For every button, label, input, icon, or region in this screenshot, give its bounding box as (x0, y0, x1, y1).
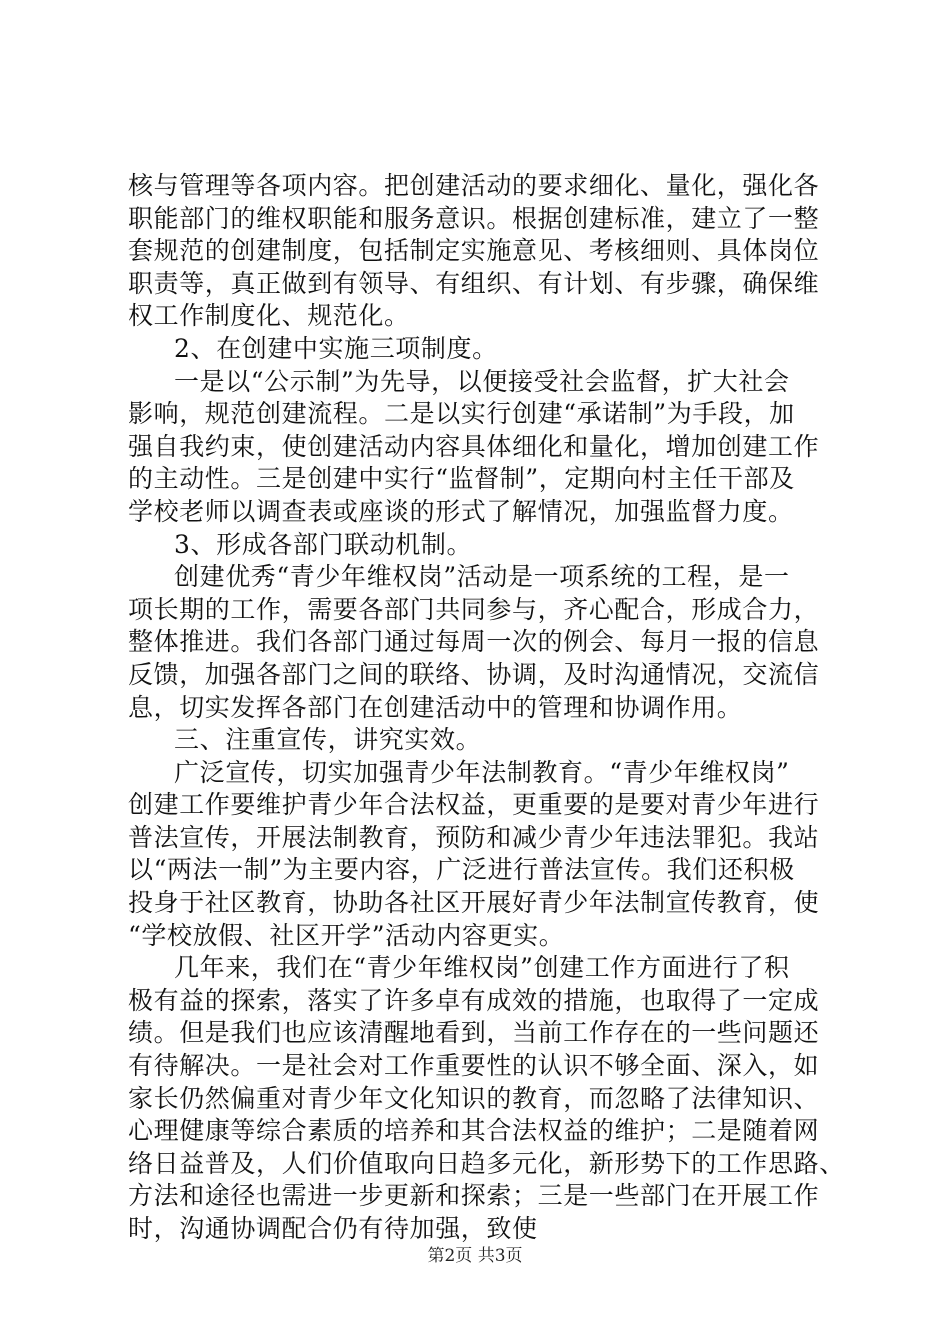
text-line: 极有益的探索，落实了许多卓有成效的措施，也取得了一定成 (128, 985, 820, 1015)
text-line: 络日益普及，人们价值取向日趋多元化，新形势下的工作思路、 (128, 1148, 845, 1178)
text-line: 3、形成各部门联动机制。 (174, 529, 473, 559)
text-line: 心理健康等综合素质的培养和其合法权益的维护；二是随着网 (128, 1116, 820, 1146)
text-line: 影响，规范创建流程。二是以实行创建“承诺制”为手段，加 (128, 399, 795, 429)
document-body (128, 170, 845, 1246)
text-line: 学校老师以调查表或座谈的形式了解情况，加强监督力度。 (128, 496, 794, 526)
text-line: 息，切实发挥各部门在创建活动中的管理和协调作用。 (128, 692, 743, 722)
text-line: 几年来，我们在“青少年维权岗”创建工作方面进行了积 (174, 953, 790, 983)
text-line: 项长期的工作，需要各部门共同参与，齐心配合，形成合力， (128, 594, 820, 624)
text-line: 以“两法一制”为主要内容，广泛进行普法宣传。我们还积极 (128, 855, 795, 885)
text-line: 的主动性。三是创建中实行“监督制”，定期向村主任干部及 (128, 464, 795, 494)
text-line: 权工作制度化、规范化。 (128, 301, 410, 331)
text-line: 有待解决。一是社会对工作重要性的认识不够全面、深入，如 (128, 1051, 820, 1081)
text-line: 强自我约束，使创建活动内容具体细化和量化，增加创建工作 (128, 431, 820, 461)
text-line: 创建优秀“青少年维权岗”活动是一项系统的工程，是一 (174, 562, 790, 592)
text-line: 职能部门的维权职能和服务意识。根据创建标准，建立了一整 (128, 203, 820, 233)
page-footer: 第2页 共3页 (427, 1246, 523, 1266)
text-line: 创建工作要维护青少年合法权益，更重要的是要对青少年进行 (128, 790, 820, 820)
text-line: 广泛宣传，切实加强青少年法制教育。“青少年维权岗” (174, 757, 790, 787)
text-line: 时，沟通协调配合仍有待加强，致使 (128, 1214, 538, 1243)
text-line: 方法和途径也需进一步更新和探索；三是一些部门在开展工作 (128, 1181, 820, 1211)
text-line: 投身于社区教育，协助各社区开展好青少年法制宣传教育，使 (128, 888, 820, 918)
text-line: 套规范的创建制度，包括制定实施意见、考核细则、具体岗位 (128, 236, 820, 266)
text-line: 核与管理等各项内容。把创建活动的要求细化、量化，强化各 (128, 171, 820, 200)
text-line: “学校放假、社区开学”活动内容更实。 (128, 920, 565, 950)
text-line: 绩。但是我们也应该清醒地看到，当前工作存在的一些问题还 (128, 1018, 820, 1048)
text-line: 职责等，真正做到有领导、有组织、有计划、有步骤，确保维 (128, 268, 820, 298)
text-line: 2、在创建中实施三项制度。 (174, 333, 498, 363)
text-line: 整体推进。我们各部门通过每周一次的例会、每月一报的信息 (128, 627, 820, 657)
text-line: 三、注重宣传，讲究实效。 (174, 725, 482, 755)
text-line: 反馈，加强各部门之间的联络、协调，及时沟通情况，交流信 (128, 659, 820, 689)
text-line: 一是以“公示制”为先导，以便接受社会监督，扩大社会 (174, 366, 790, 396)
text-line: 家长仍然偏重对青少年文化知识的教育，而忽略了法律知识、 (128, 1083, 820, 1113)
text-line: 普法宣传，开展法制教育，预防和减少青少年违法罪犯。我站 (128, 822, 820, 852)
